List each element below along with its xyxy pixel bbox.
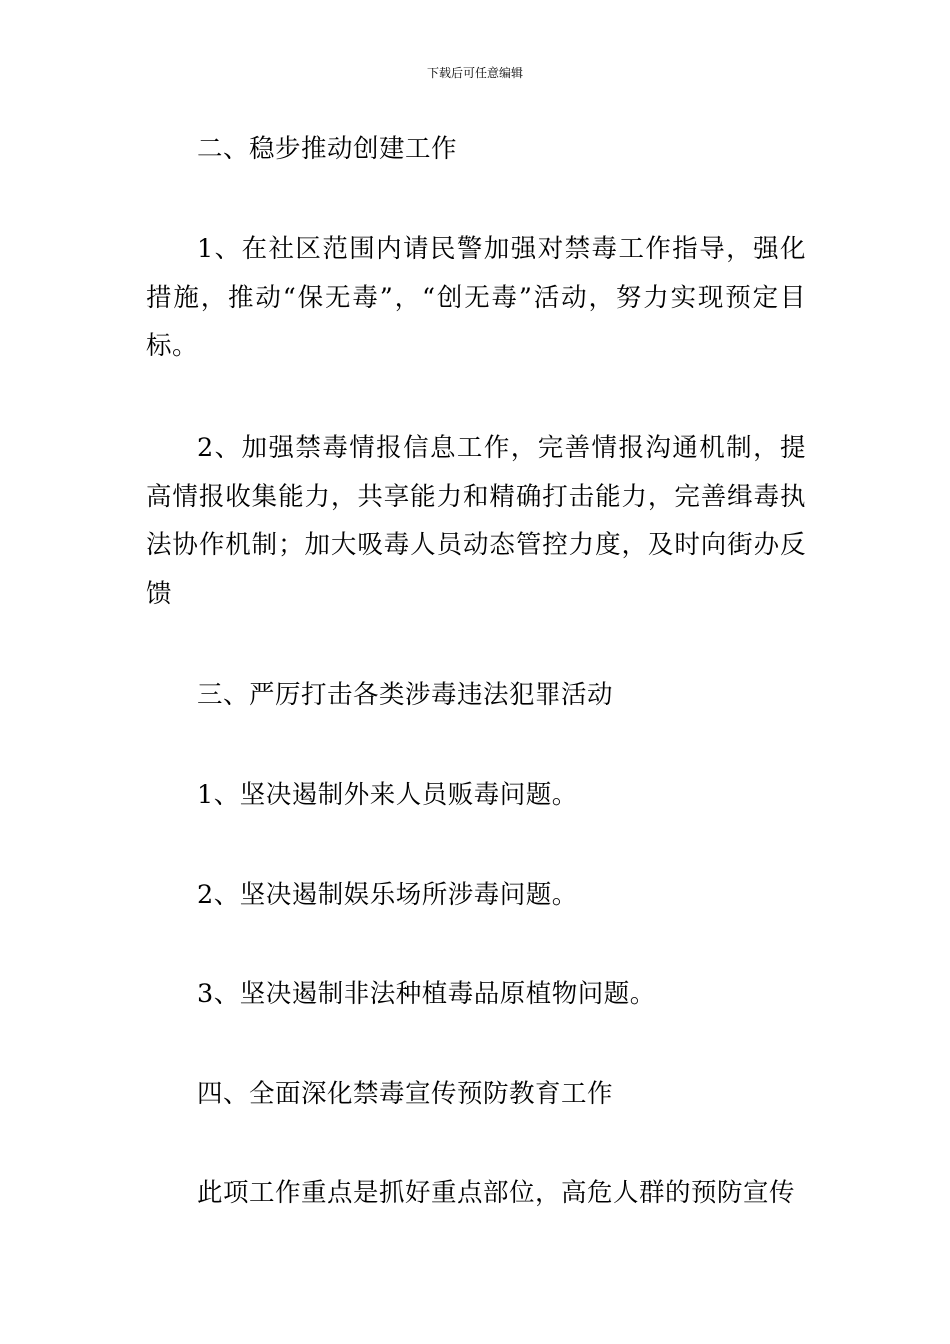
section-heading-2: 二、稳步推动创建工作 [197, 134, 458, 164]
section-heading-3: 三、严厉打击各类涉毒违法犯罪活动 [197, 680, 614, 710]
paragraph-2-2: 2、加强禁毒情报信息工作，完善情报沟通机制，提高情报收集能力，共享能力和精确打击能力，完善缉毒执法协作机制；加大吸毒人员动态管控力度，及时向街办反馈 [146, 433, 806, 609]
paragraph-3-2: 2、坚决遏制娱乐场所涉毒问题。 [197, 880, 578, 910]
paragraph-3-1: 1、坚决遏制外来人员贩毒问题。 [197, 780, 578, 810]
paragraph-3-3: 3、坚决遏制非法种植毒品原植物问题。 [197, 979, 656, 1009]
section-heading-4: 四、全面深化禁毒宣传预防教育工作 [197, 1079, 614, 1109]
paragraph-4-1: 此项工作重点是抓好重点部位，高危人群的预防宣传 [197, 1178, 796, 1208]
paragraph-2-1: 1、在社区范围内请民警加强对禁毒工作指导，强化措施，推动“保无毒”，“创无毒”活动，努力实现预定目标。 [146, 234, 806, 361]
page-header: 下载后可任意编辑 [426, 66, 523, 80]
